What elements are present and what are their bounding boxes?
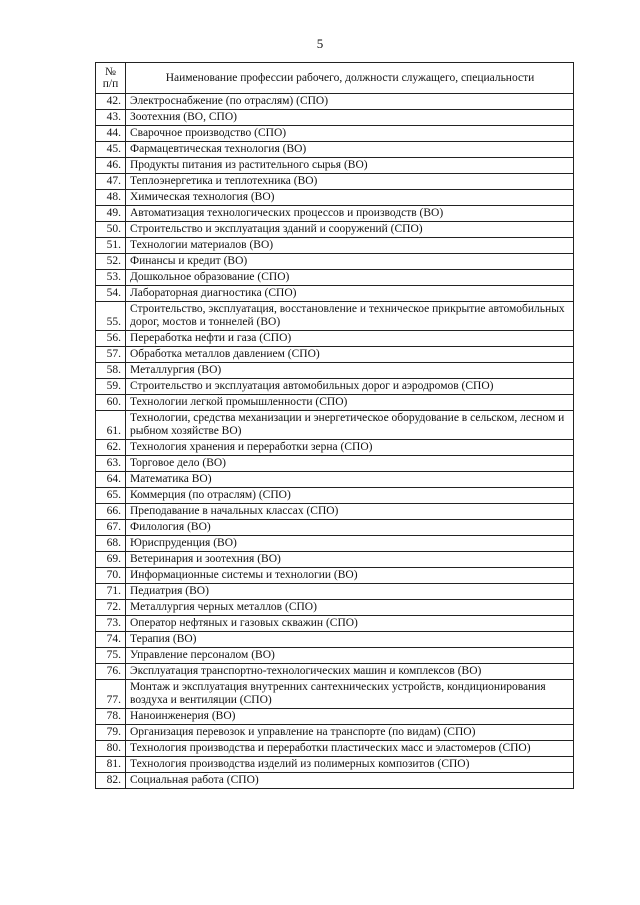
table-row — [96, 741, 574, 757]
profession-name: Организация перевозок и управление на транспорте (по видам) (СПО) — [126, 725, 574, 741]
profession-name: Филология (ВО) — [126, 520, 574, 536]
profession-name: Фармацевтическая технология (ВО) — [126, 142, 574, 158]
table-row — [96, 725, 574, 741]
table-row — [96, 347, 574, 363]
profession-name: Дошкольное образование (СПО) — [126, 270, 574, 286]
row-number: 59. — [96, 379, 126, 395]
row-number: 56. — [96, 331, 126, 347]
table-header-row — [96, 63, 574, 94]
row-number: 73. — [96, 616, 126, 632]
profession-name: Юриспруденция (ВО) — [126, 536, 574, 552]
row-number: 79. — [96, 725, 126, 741]
table-row — [96, 174, 574, 190]
table-row — [96, 363, 574, 379]
table-row — [96, 632, 574, 648]
row-number: 51. — [96, 238, 126, 254]
table-row — [96, 757, 574, 773]
row-number: 67. — [96, 520, 126, 536]
row-number: 64. — [96, 472, 126, 488]
profession-name: Коммерция (по отраслям) (СПО) — [126, 488, 574, 504]
table-row — [96, 709, 574, 725]
table-row — [96, 302, 574, 331]
profession-name: Преподавание в начальных классах (СПО) — [126, 504, 574, 520]
row-number: 72. — [96, 600, 126, 616]
profession-name: Химическая технология (ВО) — [126, 190, 574, 206]
profession-name: Социальная работа (СПО) — [126, 773, 574, 789]
row-number: 63. — [96, 456, 126, 472]
row-number: 48. — [96, 190, 126, 206]
table-row — [96, 600, 574, 616]
table-row — [96, 142, 574, 158]
table-row — [96, 616, 574, 632]
profession-name: Ветеринария и зоотехния (ВО) — [126, 552, 574, 568]
row-number: 69. — [96, 552, 126, 568]
row-number: 75. — [96, 648, 126, 664]
table-row — [96, 94, 574, 110]
table-row — [96, 664, 574, 680]
profession-name: Лабораторная диагностика (СПО) — [126, 286, 574, 302]
table-row — [96, 126, 574, 142]
table-row — [96, 110, 574, 126]
row-number: 46. — [96, 158, 126, 174]
header-number-abbr: п/п — [102, 78, 119, 90]
profession-name: Математика ВО) — [126, 472, 574, 488]
profession-name: Сварочное производство (СПО) — [126, 126, 574, 142]
table-row — [96, 270, 574, 286]
profession-name: Переработка нефти и газа (СПО) — [126, 331, 574, 347]
profession-name: Технологии материалов (ВО) — [126, 238, 574, 254]
profession-name: Технология производства и переработки пластических масс и эластомеров (СПО) — [126, 741, 574, 757]
table-row — [96, 158, 574, 174]
row-number: 66. — [96, 504, 126, 520]
profession-name: Оператор нефтяных и газовых скважин (СПО) — [126, 616, 574, 632]
row-number: 49. — [96, 206, 126, 222]
table-row — [96, 286, 574, 302]
profession-name: Продукты питания из растительного сырья (ВО) — [126, 158, 574, 174]
profession-name: Технологии легкой промышленности (СПО) — [126, 395, 574, 411]
profession-name: Обработка металлов давлением (СПО) — [126, 347, 574, 363]
table-row — [96, 206, 574, 222]
profession-name: Строительство и эксплуатация автомобильных дорог и аэродромов (СПО) — [126, 379, 574, 395]
row-number: 70. — [96, 568, 126, 584]
row-number: 45. — [96, 142, 126, 158]
table-row — [96, 773, 574, 789]
row-number: 55. — [96, 302, 126, 331]
row-number: 52. — [96, 254, 126, 270]
profession-name: Технология хранения и переработки зерна (СПО) — [126, 440, 574, 456]
profession-name: Торговое дело (ВО) — [126, 456, 574, 472]
row-number: 60. — [96, 395, 126, 411]
profession-name: Электроснабжение (по отраслям) (СПО) — [126, 94, 574, 110]
profession-name: Технология производства изделий из полимерных композитов (СПО) — [126, 757, 574, 773]
table-body — [96, 94, 574, 789]
row-number: 74. — [96, 632, 126, 648]
profession-name: Металлургия черных металлов (СПО) — [126, 600, 574, 616]
row-number: 42. — [96, 94, 126, 110]
table-row — [96, 254, 574, 270]
table-row — [96, 536, 574, 552]
profession-name: Строительство и эксплуатация зданий и сооружений (СПО) — [126, 222, 574, 238]
profession-name: Наноинженерия (ВО) — [126, 709, 574, 725]
row-number: 81. — [96, 757, 126, 773]
table-row — [96, 440, 574, 456]
table-row — [96, 331, 574, 347]
row-number: 47. — [96, 174, 126, 190]
row-number: 77. — [96, 680, 126, 709]
table-row — [96, 190, 574, 206]
table-row — [96, 379, 574, 395]
row-number: 61. — [96, 411, 126, 440]
row-number: 82. — [96, 773, 126, 789]
row-number: 76. — [96, 664, 126, 680]
row-number: 44. — [96, 126, 126, 142]
profession-name: Зоотехния (ВО, СПО) — [126, 110, 574, 126]
column-header-number — [96, 63, 126, 94]
table-row — [96, 584, 574, 600]
profession-name: Педиатрия (ВО) — [126, 584, 574, 600]
row-number: 62. — [96, 440, 126, 456]
header-number-sign: № — [105, 66, 116, 78]
table-row — [96, 488, 574, 504]
profession-name: Строительство, эксплуатация, восстановление и техническое прикрытие автомобильных дорог, мостов и тоннелей (ВО) — [126, 302, 574, 331]
row-number: 71. — [96, 584, 126, 600]
table-row — [96, 472, 574, 488]
profession-name: Эксплуатация транспортно-технологических машин и комплексов (ВО) — [126, 664, 574, 680]
table-row — [96, 456, 574, 472]
row-number: 43. — [96, 110, 126, 126]
profession-name: Автоматизация технологических процессов и производств (ВО) — [126, 206, 574, 222]
row-number: 78. — [96, 709, 126, 725]
row-number: 68. — [96, 536, 126, 552]
table-row — [96, 552, 574, 568]
row-number: 65. — [96, 488, 126, 504]
table-row — [96, 520, 574, 536]
row-number: 58. — [96, 363, 126, 379]
profession-name: Металлургия (ВО) — [126, 363, 574, 379]
profession-name: Теплоэнергетика и теплотехника (ВО) — [126, 174, 574, 190]
row-number: 57. — [96, 347, 126, 363]
profession-name: Информационные системы и технологии (ВО) — [126, 568, 574, 584]
table-row — [96, 648, 574, 664]
row-number: 53. — [96, 270, 126, 286]
professions-table — [95, 62, 574, 789]
profession-name: Терапия (ВО) — [126, 632, 574, 648]
table-row — [96, 395, 574, 411]
table-row — [96, 222, 574, 238]
table-row — [96, 504, 574, 520]
row-number: 50. — [96, 222, 126, 238]
row-number: 80. — [96, 741, 126, 757]
table-row — [96, 411, 574, 440]
profession-name: Технологии, средства механизации и энергетическое оборудование в сельском, лесном и рыбном хозяйстве ВО) — [126, 411, 574, 440]
table-row — [96, 568, 574, 584]
profession-name: Финансы и кредит (ВО) — [126, 254, 574, 270]
profession-name: Управление персоналом (ВО) — [126, 648, 574, 664]
column-header-name: Наименование профессии рабочего, должности служащего, специальности — [126, 63, 574, 94]
table-row — [96, 238, 574, 254]
profession-name: Монтаж и эксплуатация внутренних сантехнических устройств, кондиционирования воздуха и вентиляции (СПО) — [126, 680, 574, 709]
page-number: 5 — [316, 36, 324, 51]
table-row — [96, 680, 574, 709]
row-number: 54. — [96, 286, 126, 302]
